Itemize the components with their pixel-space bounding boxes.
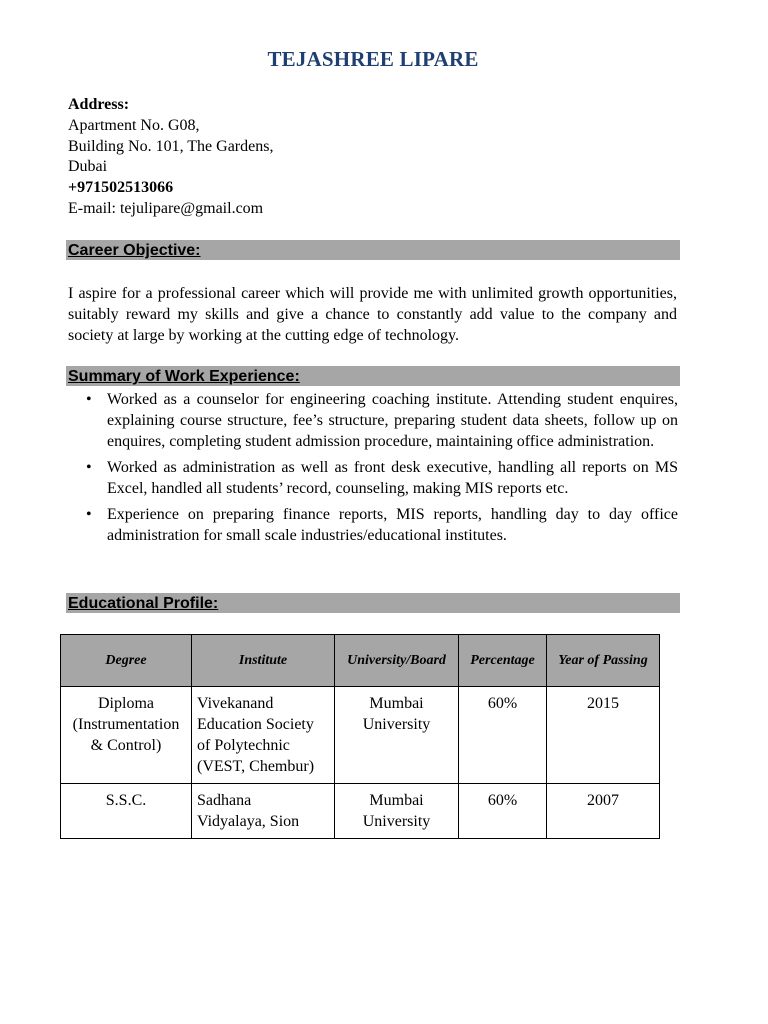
column-header-degree: Degree <box>61 635 192 687</box>
career-objective-heading-bar <box>66 240 680 260</box>
cell-line: Vidyalaya, Sion <box>197 813 300 830</box>
cell-line: Vivekanand <box>197 695 274 712</box>
work-experience-list <box>68 389 678 551</box>
cell-line: Sadhana <box>197 792 252 809</box>
cell-line: (Instrumentation <box>72 716 180 733</box>
cell-line: of Polytechnic <box>197 737 290 754</box>
cell-line: Education Society <box>197 716 314 733</box>
column-header-board: University/Board <box>335 635 459 687</box>
table-row <box>61 784 660 839</box>
column-header-year: Year of Passing <box>547 635 660 687</box>
address-line: Apartment No. G08, <box>68 116 200 134</box>
cell-line: Mumbai <box>369 792 424 809</box>
cell-line: S.S.C. <box>105 792 147 809</box>
education-heading-bar <box>66 593 680 613</box>
list-item <box>68 504 678 546</box>
bullet-icon: • <box>86 391 92 408</box>
list-item-text: Worked as administration as well as front desk executive, handling all reports on MS Excel, handled all students’ record, counseling, making MIS reports etc. <box>107 459 678 497</box>
column-header-institute: Institute <box>192 635 335 687</box>
cell-line: University <box>362 813 431 830</box>
cell-degree <box>61 687 192 784</box>
email-address: E-mail: tejulipare@gmail.com <box>68 199 264 217</box>
candidate-name: TEJASHREE LIPARE <box>267 47 479 71</box>
cell-year: 2007 <box>547 784 660 839</box>
cell-line: Diploma <box>98 695 154 712</box>
list-item <box>68 389 678 452</box>
cell-percentage: 60% <box>459 784 547 839</box>
table-header-row <box>61 635 660 687</box>
list-item-text: Experience on preparing finance reports, MIS reports, handling day to day office administration for small scale industries/educational institutes. <box>107 506 678 544</box>
contact-block <box>68 95 273 220</box>
education-table <box>60 634 660 839</box>
cell-line: & Control) <box>90 737 162 754</box>
column-header-percentage: Percentage <box>459 635 547 687</box>
bullet-icon: • <box>86 459 92 476</box>
cell-institute <box>192 784 335 839</box>
address-line: Building No. 101, The Gardens, <box>68 137 274 155</box>
career-objective-text: I aspire for a professional career which will provide me with unlimited growth opportunities, suitably reward my skills and give a chance to constantly add value to the company and society at large by working at the cutting edge of technology. <box>68 285 677 344</box>
phone-number: +971502513066 <box>68 179 174 197</box>
cell-percentage: 60% <box>459 687 547 784</box>
cell-line: University <box>362 716 431 733</box>
address-line: Dubai <box>68 158 108 176</box>
table-row <box>61 687 660 784</box>
cell-line: Mumbai <box>369 695 424 712</box>
cell-board <box>335 687 459 784</box>
cell-line: (VEST, Chembur) <box>197 758 315 775</box>
list-item <box>68 457 678 499</box>
work-experience-heading: Summary of Work Experience: <box>68 368 300 385</box>
cell-institute <box>192 687 335 784</box>
bullet-icon: • <box>86 506 92 523</box>
cell-board <box>335 784 459 839</box>
address-label: Address: <box>68 96 130 113</box>
career-objective-heading: Career Objective: <box>68 242 201 259</box>
work-experience-heading-bar <box>66 366 680 386</box>
education-heading: Educational Profile: <box>68 595 219 612</box>
list-item-text: Worked as a counselor for engineering coaching institute. Attending student enquires, explaining course structure, fee’s structure, preparing student data sheets, follow up on enquires, completing student admission procedure, maintaining office administration. <box>107 391 678 450</box>
cell-degree <box>61 784 192 839</box>
cell-year: 2015 <box>547 687 660 784</box>
